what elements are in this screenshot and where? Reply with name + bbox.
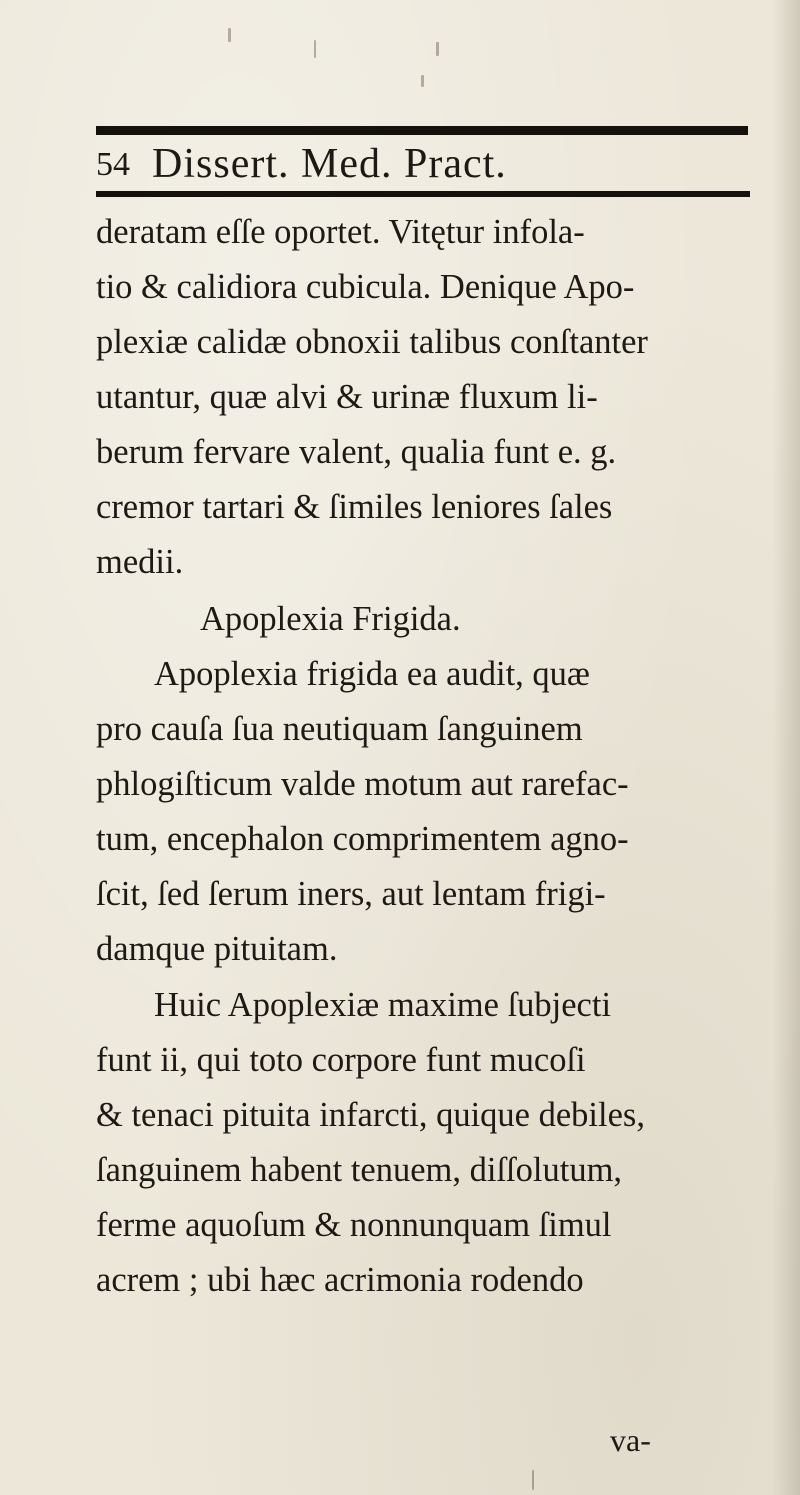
text-line: utantur, quæ alvi & urinæ fluxum li- — [96, 378, 598, 416]
ink-speck — [228, 28, 231, 42]
text-line: acrem ; ubi hæc acrimonia rodendo — [96, 1261, 584, 1299]
page-edge-shadow — [772, 0, 800, 1495]
text-line: deratam eſſe oportet. Vitętur infola- — [96, 213, 585, 251]
text-line: damque pituitam. — [96, 930, 338, 968]
text-line: ferme aquoſum & nonnunquam ſimul — [96, 1206, 612, 1244]
text-line: pro cauſa ſua neutiquam ſanguinem — [96, 710, 583, 748]
running-head: Dissert. Med. Pract. — [152, 141, 507, 187]
text-line: berum fervare valent, qualia funt e. g. — [96, 433, 617, 471]
text-line: ſanguinem habent tenuem, diſſolutum, — [96, 1151, 623, 1189]
catchword: va- — [610, 1422, 651, 1458]
ink-speck — [314, 40, 316, 58]
ink-speck — [436, 42, 439, 56]
header-rule-bottom — [96, 191, 750, 197]
paragraph-first-line: Apoplexia frigida ea audit, quæ — [154, 655, 590, 693]
text-line: ſcit, ſed ſerum iners, aut lentam frigi- — [96, 875, 606, 913]
paragraph-first-line: Huic Apoplexiæ maxime ſubjecti — [154, 986, 612, 1024]
section-heading: Apoplexia Frigida. — [200, 600, 461, 638]
text-line: medii. — [96, 543, 184, 581]
ink-speck — [478, 840, 481, 843]
text-line: & tenaci pituita infarcti, quique debiles, — [96, 1096, 645, 1134]
text-line: phlogiſticum valde motum aut rarefac- — [96, 765, 629, 803]
text-line: funt ii, qui toto corpore funt mucoſi — [96, 1041, 586, 1079]
text-line: cremor tartari & ſimiles leniores ſales — [96, 488, 613, 526]
text-line: plexiæ calidæ obnoxii talibus conſtanter — [96, 323, 648, 361]
text-line: tum, encephalon comprimentem agno- — [96, 820, 629, 858]
text-line: tio & calidiora cubicula. Denique Apo- — [96, 268, 635, 306]
page-number: 54 — [96, 146, 130, 183]
header-rule-top — [96, 126, 748, 135]
ink-speck — [532, 1470, 534, 1490]
page-header — [96, 140, 756, 190]
ink-speck — [421, 75, 424, 87]
